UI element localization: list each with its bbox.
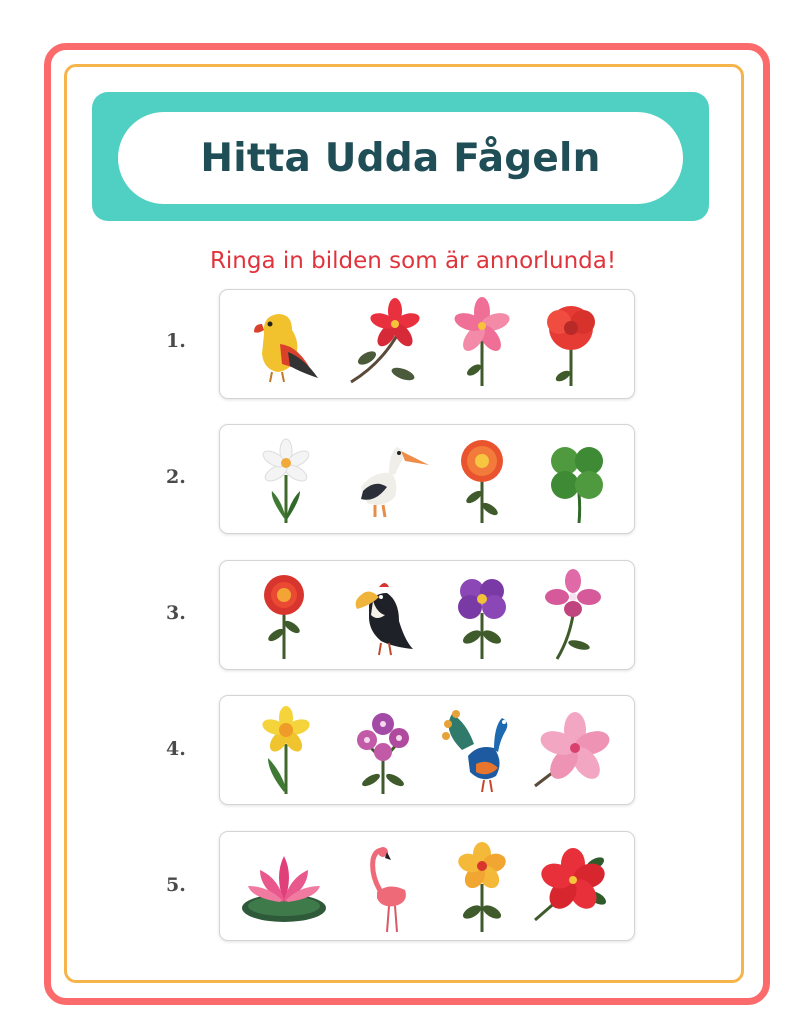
lotus-icon[interactable]: [234, 836, 334, 936]
cherry-blossom-icon[interactable]: [521, 700, 621, 800]
red-poppy-icon[interactable]: [521, 294, 621, 394]
pink-orchid-icon[interactable]: [521, 565, 621, 665]
puzzle-row-4: [219, 695, 635, 805]
row-number: 4.: [166, 738, 186, 760]
daffodil-icon[interactable]: [234, 429, 334, 529]
orange-daisy-icon[interactable]: [432, 429, 532, 529]
hibiscus-icon[interactable]: [521, 836, 621, 936]
toucan-icon[interactable]: [333, 565, 433, 665]
row-number: 3.: [166, 602, 186, 624]
red-flower-branch-icon[interactable]: [333, 294, 433, 394]
peacock-icon[interactable]: [432, 700, 532, 800]
row-number: 2.: [166, 466, 186, 488]
yellow-daffodil-icon[interactable]: [234, 700, 334, 800]
page-title: Hitta Udda Fågeln: [200, 135, 601, 181]
puzzle-row-5: [219, 831, 635, 941]
row-number: 1.: [166, 330, 186, 352]
pelican-icon[interactable]: [333, 429, 433, 529]
pink-flower-icon[interactable]: [432, 294, 532, 394]
instruction-text: Ringa in bilden som är annorlunda!: [209, 248, 617, 274]
puzzle-row-3: [219, 560, 635, 670]
yellow-parrot-icon[interactable]: [234, 294, 334, 394]
phlox-icon[interactable]: [333, 700, 433, 800]
title-pill: [118, 112, 683, 204]
clover-icon[interactable]: [521, 429, 621, 529]
puzzle-row-1: [219, 289, 635, 399]
red-gerbera-icon[interactable]: [234, 565, 334, 665]
flamingo-icon[interactable]: [333, 836, 433, 936]
row-number: 5.: [166, 874, 186, 896]
purple-flower-icon[interactable]: [432, 565, 532, 665]
yellow-flower-icon[interactable]: [432, 836, 532, 936]
puzzle-row-2: [219, 424, 635, 534]
